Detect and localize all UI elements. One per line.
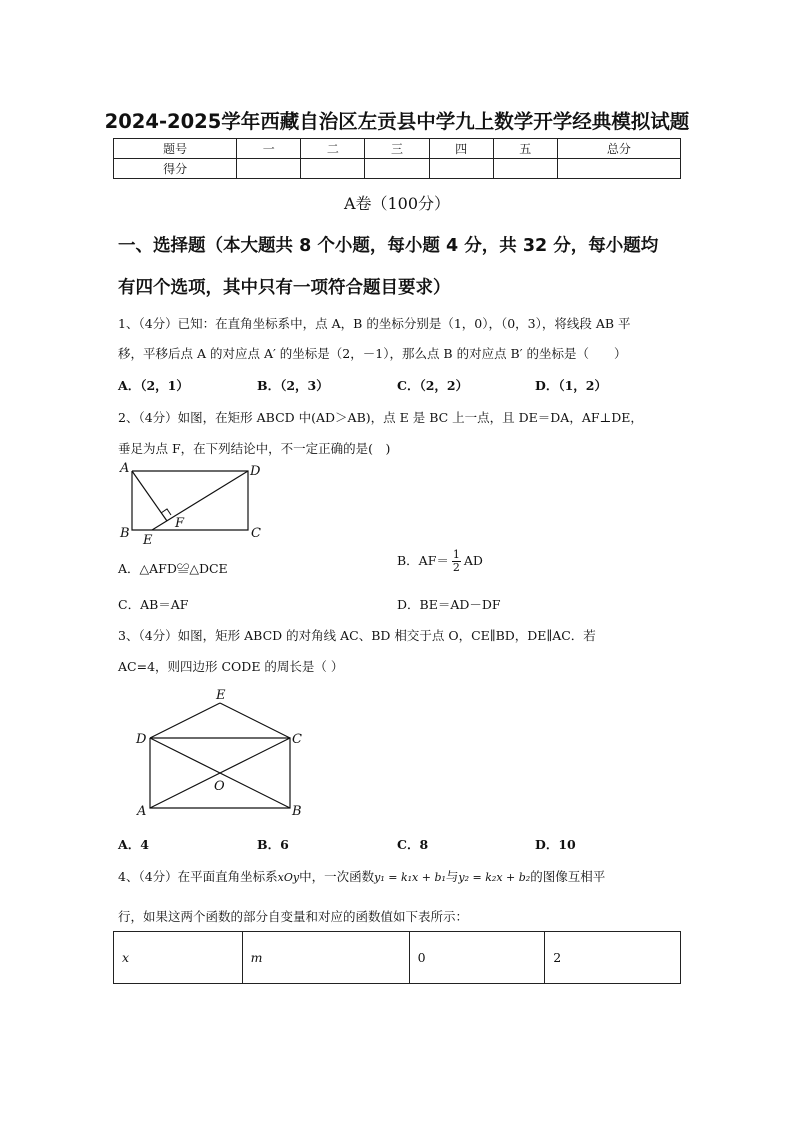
q2-option-d: D．BE＝AD－DF — [397, 597, 501, 612]
q4-text-mid2: 与 — [445, 869, 459, 884]
q4-text-suffix: 的图像互相平 — [530, 869, 606, 884]
score-cell — [237, 159, 301, 179]
q3-label-c: C — [292, 732, 302, 747]
q3-option-c: C．8 — [397, 837, 429, 852]
score-row-label: 得分 — [114, 159, 237, 179]
table-row — [114, 932, 681, 984]
q3-text-line1: 3、（4分）如图，矩形 ABCD 的对角线 AC、BD 相交于点 O，CE∥BD，DE∥AC．若 — [118, 628, 596, 643]
table-cell: 2 — [545, 932, 681, 984]
q2-label-c: C — [251, 526, 261, 541]
fraction-numerator: 1 — [452, 548, 460, 561]
section-a-heading: A卷（100分） — [343, 194, 451, 213]
q2-option-b-prefix: B．AF＝ — [397, 553, 449, 568]
score-table-header-row — [114, 139, 681, 159]
q2-label-a: A — [120, 461, 130, 476]
q3-label-b: B — [292, 804, 302, 819]
q4-text-line1 — [118, 867, 605, 885]
q2-option-b — [397, 549, 483, 574]
q3-label-o: O — [214, 779, 225, 794]
section1-heading-line2: 有四个选项，其中只有一项符合题目要求） — [118, 278, 451, 298]
q1-text-line1: 1、（4分）已知：在直角坐标系中，点 A，B 的坐标分别是（1，0），（0，3），将线段 AB 平 — [118, 316, 631, 331]
q3-option-b: B．6 — [257, 837, 289, 852]
q1-text-line2: 移，平移后点 A 的对应点 A′ 的坐标是（2，－1），那么点 B 的对应点 B′ 的坐标是（ ） — [118, 346, 627, 361]
score-header-cell: 四 — [429, 139, 493, 159]
q3-label-d: D — [136, 732, 147, 747]
q2-figure — [112, 458, 272, 550]
q2-segment-af — [132, 471, 167, 521]
section1-heading-line1: 一、选择题（本大题共 8 个小题，每小题 4 分，共 32 分，每小题均 — [118, 236, 659, 256]
q2-label-e: E — [143, 533, 153, 548]
q3-label-a: A — [137, 804, 147, 819]
q3-segment-de — [150, 703, 220, 738]
score-cell — [429, 159, 493, 179]
table-cell: x — [114, 932, 243, 984]
q2-option-a: A．△AFD≌△DCE — [118, 561, 228, 576]
q2-label-f: F — [175, 516, 185, 531]
score-table — [113, 138, 681, 179]
score-header-cell: 一 — [237, 139, 301, 159]
q4-function-1: y₁ = k₁x + b₁ — [374, 871, 446, 884]
q1-option-d: D．（1，2） — [535, 378, 607, 393]
q4-value-table — [113, 931, 681, 984]
q2-label-b: B — [120, 526, 130, 541]
table-cell: 0 — [409, 932, 545, 984]
q2-option-c: C．AB＝AF — [118, 597, 189, 612]
q1-option-b: B．（2，3） — [257, 378, 329, 393]
score-table-score-row — [114, 159, 681, 179]
fraction-denominator: 2 — [452, 561, 460, 574]
score-header-cell: 总分 — [557, 139, 680, 159]
score-header-cell: 五 — [493, 139, 557, 159]
q3-label-e: E — [216, 688, 226, 703]
q3-text-line2: AC=4，则四边形 CODE 的周长是（ ） — [118, 659, 344, 674]
q2-rectangle — [132, 471, 248, 530]
score-header-cell: 题号 — [114, 139, 237, 159]
q3-option-a: A．4 — [118, 837, 149, 852]
q2-label-d: D — [250, 464, 261, 479]
q1-option-a: A．（2，1） — [118, 378, 189, 393]
score-cell — [365, 159, 429, 179]
q3-option-d: D．10 — [535, 837, 576, 852]
page-title: 2024-2025学年西藏自治区左贡县中学九上数学开学经典模拟试题 — [104, 110, 690, 133]
score-cell — [557, 159, 680, 179]
q4-function-2: y₂ = k₂x + b₂ — [458, 871, 531, 884]
q4-text-mid1: 中，一次函数 — [299, 869, 375, 884]
score-header-cell: 二 — [301, 139, 365, 159]
q4-text-prefix: 4、（4分）在平面直角坐标系 — [118, 869, 278, 884]
table-cell: m — [242, 932, 409, 984]
q1-option-c: C．（2，2） — [397, 378, 469, 393]
q4-coordinate-system: xOy — [277, 871, 300, 884]
score-cell — [301, 159, 365, 179]
q2-text-line2: 垂足为点 F，在下列结论中，不一定正确的是( ) — [118, 441, 391, 456]
q2-text-line1: 2、（4分）如图，在矩形 ABCD 中(AD＞AB)，点 E 是 BC 上一点，且 DE＝DA，AF⊥DE， — [118, 410, 643, 425]
score-header-cell: 三 — [365, 139, 429, 159]
q3-segment-ce — [220, 703, 290, 738]
q2-option-b-fraction — [452, 549, 461, 574]
q4-text-line2: 行，如果这两个函数的部分自变量和对应的函数值如下表所示： — [118, 909, 469, 924]
q2-option-b-suffix: AD — [463, 553, 483, 568]
q3-figure — [130, 684, 310, 820]
score-cell — [493, 159, 557, 179]
